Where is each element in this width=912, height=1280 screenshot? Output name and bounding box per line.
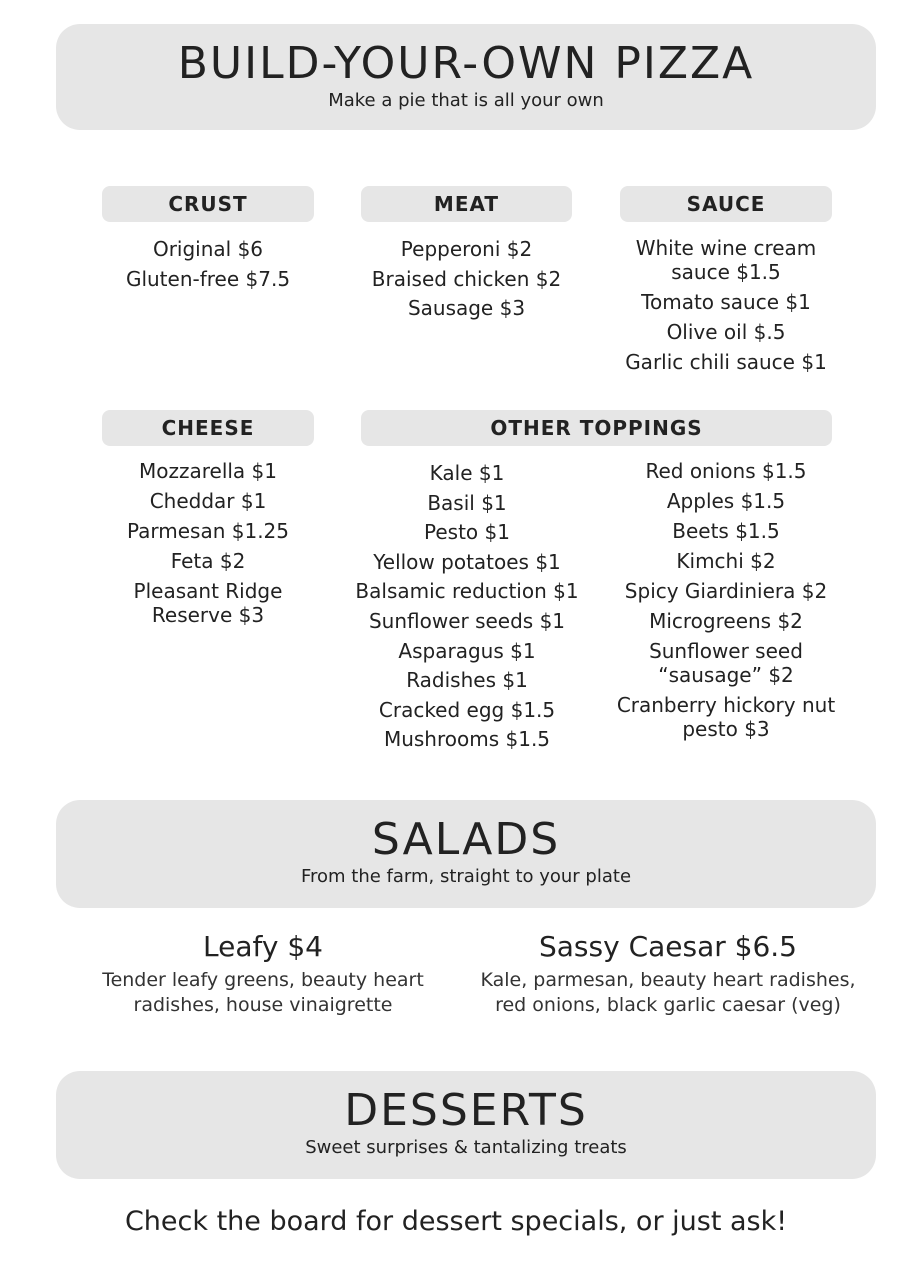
- menu-item: Pepperoni $2: [400, 237, 533, 261]
- menu-item: Sunflower seeds $1: [368, 608, 566, 633]
- salad-description: Tender leafy greens, beauty heart radishes, house vinaigrette: [102, 969, 424, 1016]
- other-toppings-list-right: [608, 459, 844, 741]
- menu-item: Mozzarella $1: [138, 459, 277, 483]
- salad-name: Sassy Caesar $6.5: [538, 930, 797, 963]
- menu-item: Original $6: [152, 237, 264, 261]
- salad-item-sassy-caesar: [466, 930, 870, 1018]
- other-toppings-list-left: [346, 459, 588, 755]
- menu-item: Cranberry hickory nut pesto $3: [616, 693, 836, 741]
- meat-list: [350, 235, 583, 324]
- menu-item: Basil $1: [427, 490, 507, 515]
- menu-item: Parmesan $1.25: [126, 519, 290, 543]
- menu-item: Tomato sauce $1: [641, 290, 811, 314]
- desserts-title: DESSERTS: [344, 1085, 588, 1136]
- crust-list: [96, 235, 320, 294]
- menu-item: Kimchi $2: [676, 549, 776, 573]
- menu-item: Red onions $1.5: [645, 459, 807, 483]
- menu-item: White wine cream sauce $1.5: [635, 236, 817, 284]
- menu-item: Balsamic reduction $1: [355, 579, 579, 604]
- sauce-list: [612, 236, 840, 374]
- other-toppings-heading: OTHER TOPPINGS: [361, 410, 832, 446]
- menu-item: Microgreens $2: [649, 609, 803, 633]
- desserts-subtitle: Sweet surprises & tantalizing treats: [305, 1137, 627, 1159]
- menu-item: Olive oil $.5: [666, 320, 786, 344]
- sauce-heading: SAUCE: [620, 186, 832, 222]
- salad-description: Kale, parmesan, beauty heart radishes, red onions, black garlic caesar (veg): [480, 969, 856, 1016]
- menu-item: Cheddar $1: [149, 489, 267, 513]
- menu-item: Feta $2: [170, 549, 246, 573]
- salads-section-header: [56, 800, 876, 908]
- menu-item: Cracked egg $1.5: [378, 697, 556, 722]
- menu-item: Yellow potatoes $1: [373, 549, 561, 574]
- menu-item: Braised chicken $2: [371, 266, 562, 291]
- desserts-section-header: [56, 1071, 876, 1179]
- pizza-title: BUILD-YOUR-OWN PIZZA: [177, 38, 755, 89]
- menu-item: Radishes $1: [406, 668, 528, 693]
- menu-item: Beets $1.5: [672, 519, 780, 543]
- menu-item: Pesto $1: [424, 520, 510, 545]
- menu-item: Pleasant Ridge Reserve $3: [133, 579, 283, 627]
- cheese-list: [102, 459, 314, 627]
- menu-item: Sunflower seed “sausage” $2: [649, 639, 803, 687]
- salad-name: Leafy $4: [203, 930, 323, 963]
- menu-item: Garlic chili sauce $1: [625, 350, 827, 374]
- menu-item: Asparagus $1: [398, 638, 536, 663]
- crust-heading: CRUST: [102, 186, 314, 222]
- salad-item-leafy: [82, 930, 444, 1018]
- pizza-section-header: [56, 24, 876, 130]
- dessert-note: Check the board for dessert specials, or just ask!: [124, 1206, 788, 1237]
- menu-item: Sausage $3: [407, 296, 526, 321]
- salads-title: SALADS: [371, 814, 561, 865]
- cheese-heading: CHEESE: [102, 410, 314, 446]
- menu-item: Kale $1: [429, 461, 505, 485]
- pizza-subtitle: Make a pie that is all your own: [328, 90, 604, 112]
- meat-heading: MEAT: [361, 186, 572, 222]
- menu-item: Mushrooms $1.5: [383, 727, 551, 752]
- menu-item: Apples $1.5: [666, 489, 786, 513]
- menu-item: Spicy Giardiniera $2: [624, 579, 828, 603]
- salads-subtitle: From the farm, straight to your plate: [300, 866, 632, 888]
- menu-item: Gluten-free $7.5: [125, 266, 291, 291]
